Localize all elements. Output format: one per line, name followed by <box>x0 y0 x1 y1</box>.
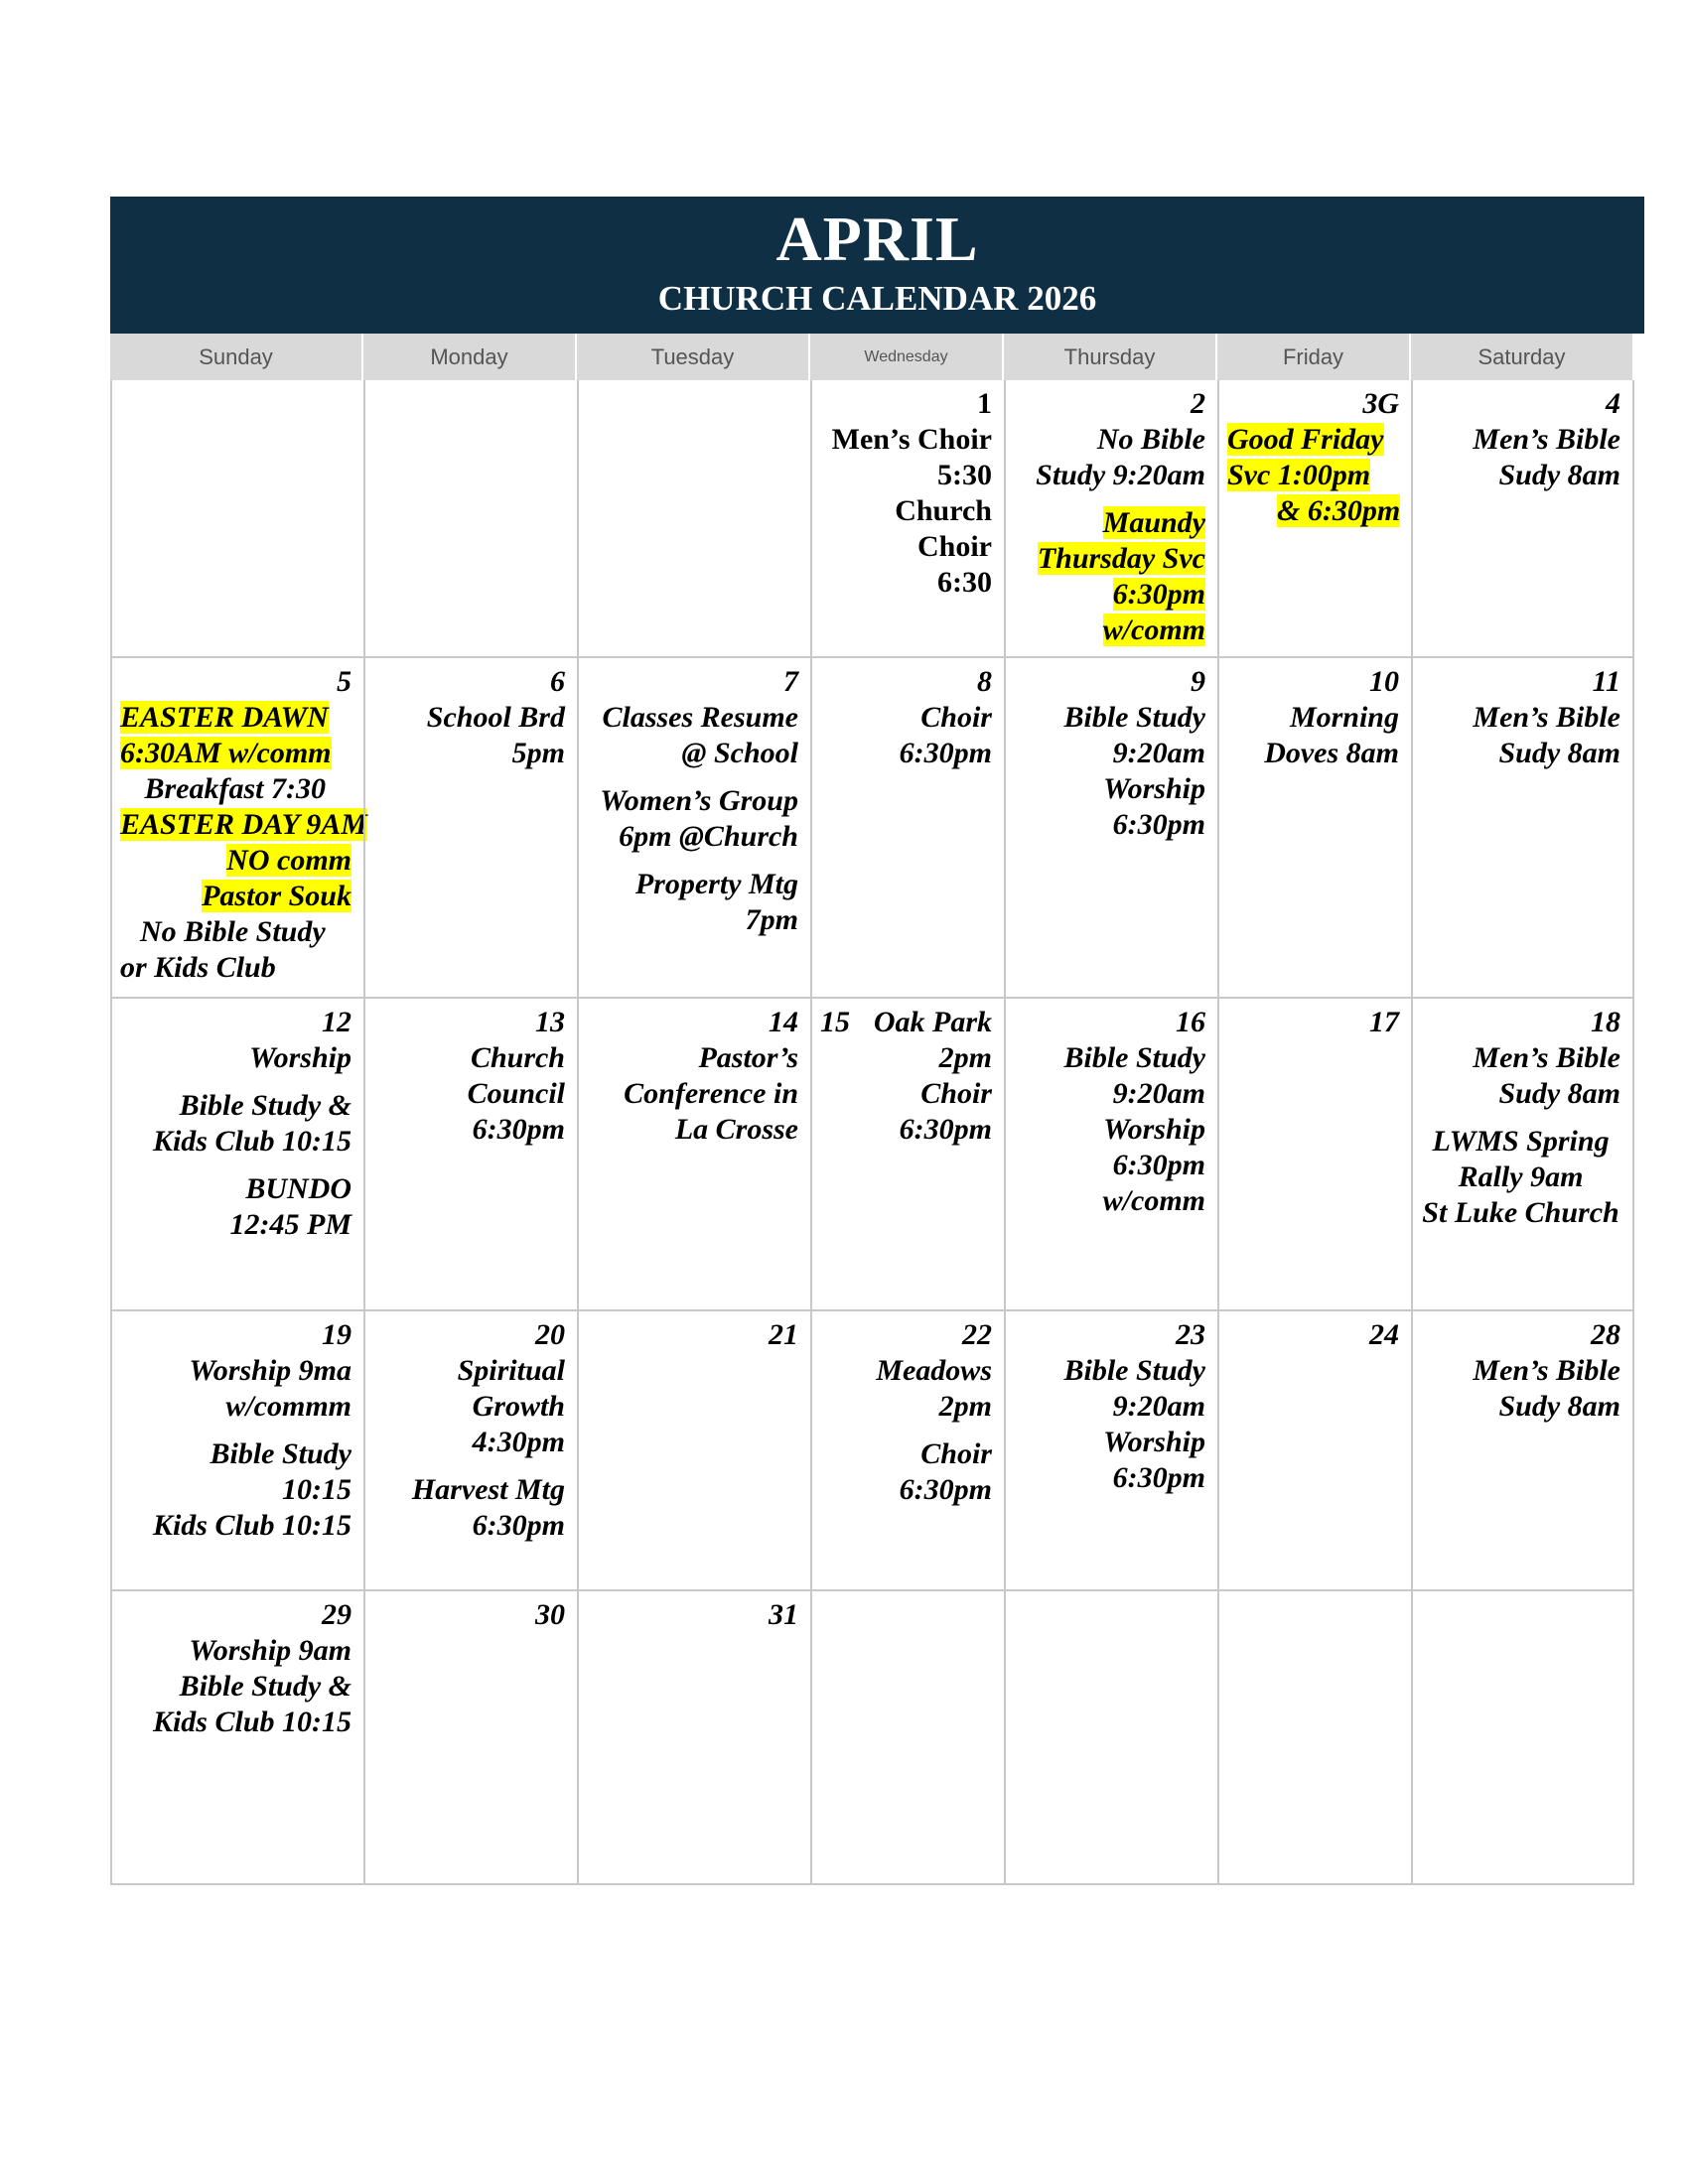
event-text: Classes Resume <box>602 701 798 734</box>
day-number: 29 <box>322 1598 352 1631</box>
event-text: Choir <box>920 701 992 734</box>
day-number: 2 <box>1191 387 1205 420</box>
day-number: 22 <box>962 1318 992 1351</box>
event-text: @ School <box>681 737 798 769</box>
event-text: 2pm <box>938 1390 992 1423</box>
event-text: EASTER DAWN <box>120 701 329 734</box>
event-text: 9:20am <box>1112 737 1205 769</box>
day-header-tuesday: Tuesday <box>577 334 810 380</box>
event-text: w/comm <box>1102 1184 1205 1217</box>
event-text: Sudy 8am <box>1498 459 1620 491</box>
event-text: Choir <box>920 1077 992 1110</box>
month-title: APRIL <box>775 204 979 274</box>
day-number: 31 <box>769 1598 798 1631</box>
event-text: Maundy <box>1102 506 1205 539</box>
day-cell <box>1411 999 1634 1311</box>
day-cell <box>1004 1311 1217 1591</box>
day-number: 30 <box>535 1598 565 1631</box>
event-text: Worship <box>249 1041 352 1074</box>
event-text: Men’s Bible <box>1473 1354 1620 1387</box>
event-text: Bible Study & <box>179 1089 352 1122</box>
event-text: 6:30pm <box>1112 578 1205 611</box>
day-cell <box>363 1311 577 1591</box>
calendar-header <box>110 197 1644 334</box>
day-number: 14 <box>769 1006 798 1038</box>
day-number: 7 <box>783 665 798 698</box>
event-text: Sudy 8am <box>1498 737 1620 769</box>
day-cell <box>1411 380 1634 658</box>
day-cell <box>1217 1591 1411 1885</box>
event-text: School Brd <box>426 701 565 734</box>
day-cell <box>1217 999 1411 1311</box>
event-text: St Luke Church <box>1422 1196 1619 1229</box>
event-text: Good Friday <box>1227 423 1384 456</box>
day-cell <box>110 1591 363 1885</box>
event-text: BUNDO <box>245 1172 352 1205</box>
event-text: Bible Study <box>1063 1041 1205 1074</box>
day-cell <box>1217 380 1411 658</box>
event-text: Worship 9am <box>189 1634 352 1667</box>
day-cell <box>110 1311 363 1591</box>
day-number: 28 <box>1591 1318 1620 1351</box>
event-text: 5:30 <box>937 459 992 491</box>
calendar-subtitle: CHURCH CALENDAR 2026 <box>657 279 1097 318</box>
event-text: Council <box>467 1077 565 1110</box>
day-cell <box>1411 658 1634 999</box>
day-cell <box>810 380 1004 658</box>
day-cell <box>577 1591 810 1885</box>
day-number: 24 <box>1369 1318 1399 1351</box>
event-text: Worship 9ma <box>189 1354 352 1387</box>
day-number: 19 <box>322 1318 352 1351</box>
event-text: 2pm <box>938 1041 992 1074</box>
event-text: w/comm <box>1102 614 1205 646</box>
day-number: 20 <box>535 1318 565 1351</box>
event-text: Women’s Group <box>600 784 798 817</box>
event-text: 6:30 <box>937 566 992 599</box>
day-cell <box>1411 1591 1634 1885</box>
event-text: Choir <box>920 1437 992 1470</box>
event-text: 7pm <box>745 903 798 936</box>
event-text: Rally 9am <box>1458 1160 1584 1193</box>
day-header-friday: Friday <box>1217 334 1411 380</box>
day-number: 5 <box>337 665 352 698</box>
day-cell <box>1004 658 1217 999</box>
event-text: Bible Study & <box>179 1670 352 1703</box>
event-text: Church <box>895 494 992 527</box>
event-text: 10:15 <box>282 1473 352 1506</box>
event-text: 6:30pm <box>1112 1461 1205 1494</box>
event-text: Svc 1:00pm <box>1227 459 1371 491</box>
event-text: Pastor’s <box>698 1041 798 1074</box>
day-number: 6 <box>550 665 565 698</box>
day-number: 18 <box>1591 1006 1620 1038</box>
day-header-monday: Monday <box>363 334 577 380</box>
day-cell <box>810 658 1004 999</box>
event-text: Property Mtg <box>634 868 798 900</box>
day-cell <box>1217 658 1411 999</box>
event-text: 6:30pm <box>472 1509 565 1542</box>
calendar-grid <box>110 334 1634 1900</box>
event-text: Kids Club 10:15 <box>152 1706 352 1738</box>
event-text: Kids Club 10:15 <box>152 1509 352 1542</box>
day-cell <box>110 999 363 1311</box>
day-cell <box>363 380 577 658</box>
event-text: Worship <box>1103 772 1205 805</box>
day-number: 23 <box>1176 1318 1205 1351</box>
event-text: Sudy 8am <box>1498 1390 1620 1423</box>
event-text: Study 9:20am <box>1036 459 1205 491</box>
event-text: 5pm <box>511 737 565 769</box>
day-cell <box>363 1591 577 1885</box>
event-text: Men’s Choir <box>831 423 992 456</box>
event-text: & 6:30pm <box>1277 494 1401 527</box>
event-text: La Crosse <box>674 1113 798 1146</box>
event-text: 6:30pm <box>1112 1149 1205 1181</box>
day-cell <box>577 999 810 1311</box>
day-number: 3G <box>1362 387 1399 420</box>
event-text: Bible Study <box>210 1437 352 1470</box>
event-text: Choir <box>917 530 992 563</box>
day-cell <box>110 658 367 999</box>
event-text: No Bible Study <box>140 915 326 948</box>
event-text: 6:30pm <box>899 737 992 769</box>
day-number: 12 <box>322 1006 352 1038</box>
event-text: Sudy 8am <box>1498 1077 1620 1110</box>
event-text: EASTER DAY 9AM <box>120 808 367 841</box>
day-number: 4 <box>1606 387 1620 420</box>
event-text: Men’s Bible <box>1473 701 1620 734</box>
event-text: Meadows <box>876 1354 992 1387</box>
day-cell <box>363 999 577 1311</box>
day-cell <box>577 658 810 999</box>
day-cell <box>1004 380 1217 658</box>
event-text: 9:20am <box>1112 1077 1205 1110</box>
event-text: or Kids Club <box>120 951 276 984</box>
event-text: Thursday Svc <box>1037 542 1205 575</box>
event-text: Church <box>470 1041 565 1074</box>
day-number: 13 <box>535 1006 565 1038</box>
day-cell <box>810 1591 1004 1885</box>
day-cell <box>810 1311 1004 1591</box>
event-text: Harvest Mtg <box>411 1473 565 1506</box>
event-text: Worship <box>1103 1113 1205 1146</box>
event-text: 6:30AM w/comm <box>120 737 332 769</box>
day-number: 8 <box>977 665 992 698</box>
event-text: Bible Study <box>1063 1354 1205 1387</box>
event-text: 6:30pm <box>1112 808 1205 841</box>
day-number: 10 <box>1369 665 1399 698</box>
day-number: 16 <box>1176 1006 1205 1038</box>
event-text: 6:30pm <box>899 1473 992 1506</box>
day-cell <box>1004 1591 1217 1885</box>
event-text: Men’s Bible <box>1473 423 1620 456</box>
day-number: 9 <box>1191 665 1205 698</box>
event-text: NO comm <box>226 844 352 877</box>
event-text: Men’s Bible <box>1473 1041 1620 1074</box>
day-number: 11 <box>1592 665 1620 698</box>
event-text: Oak Park <box>873 1006 992 1038</box>
day-cell <box>810 999 1004 1311</box>
event-text: 6pm @Church <box>619 820 798 853</box>
event-text: Growth <box>472 1390 565 1423</box>
day-cell <box>363 658 577 999</box>
day-header-wednesday: Wednesday <box>810 334 1004 380</box>
event-text: Morning <box>1289 701 1399 734</box>
event-text: Breakfast 7:30 <box>144 772 326 805</box>
event-text: 6:30pm <box>899 1113 992 1146</box>
event-text: Doves 8am <box>1264 737 1399 769</box>
event-text: Worship <box>1103 1426 1205 1458</box>
event-text: Pastor Souk <box>202 880 352 912</box>
event-text: 12:45 PM <box>229 1208 352 1241</box>
event-text: Kids Club 10:15 <box>152 1125 352 1158</box>
event-text: Spiritual <box>457 1354 565 1387</box>
day-cell <box>110 380 363 658</box>
event-text: Conference in <box>624 1077 798 1110</box>
day-cell <box>577 1311 810 1591</box>
day-header-saturday: Saturday <box>1411 334 1634 380</box>
event-text: No Bible <box>1096 423 1205 456</box>
day-cell <box>577 380 810 658</box>
event-text: 9:20am <box>1112 1390 1205 1423</box>
event-text: 6:30pm <box>472 1113 565 1146</box>
day-header-thursday: Thursday <box>1004 334 1217 380</box>
event-text: LWMS Spring <box>1432 1125 1610 1158</box>
event-text: w/commm <box>225 1390 352 1423</box>
day-header-sunday: Sunday <box>110 334 363 380</box>
day-cell <box>1411 1311 1634 1591</box>
day-cell <box>1217 1311 1411 1591</box>
day-number: 21 <box>769 1318 798 1351</box>
day-cell <box>1004 999 1217 1311</box>
day-number: 17 <box>1369 1006 1399 1038</box>
day-number: 1 <box>977 387 992 420</box>
day-number: 15 <box>820 1006 850 1038</box>
event-text: Bible Study <box>1063 701 1205 734</box>
event-text: 4:30pm <box>472 1426 565 1458</box>
